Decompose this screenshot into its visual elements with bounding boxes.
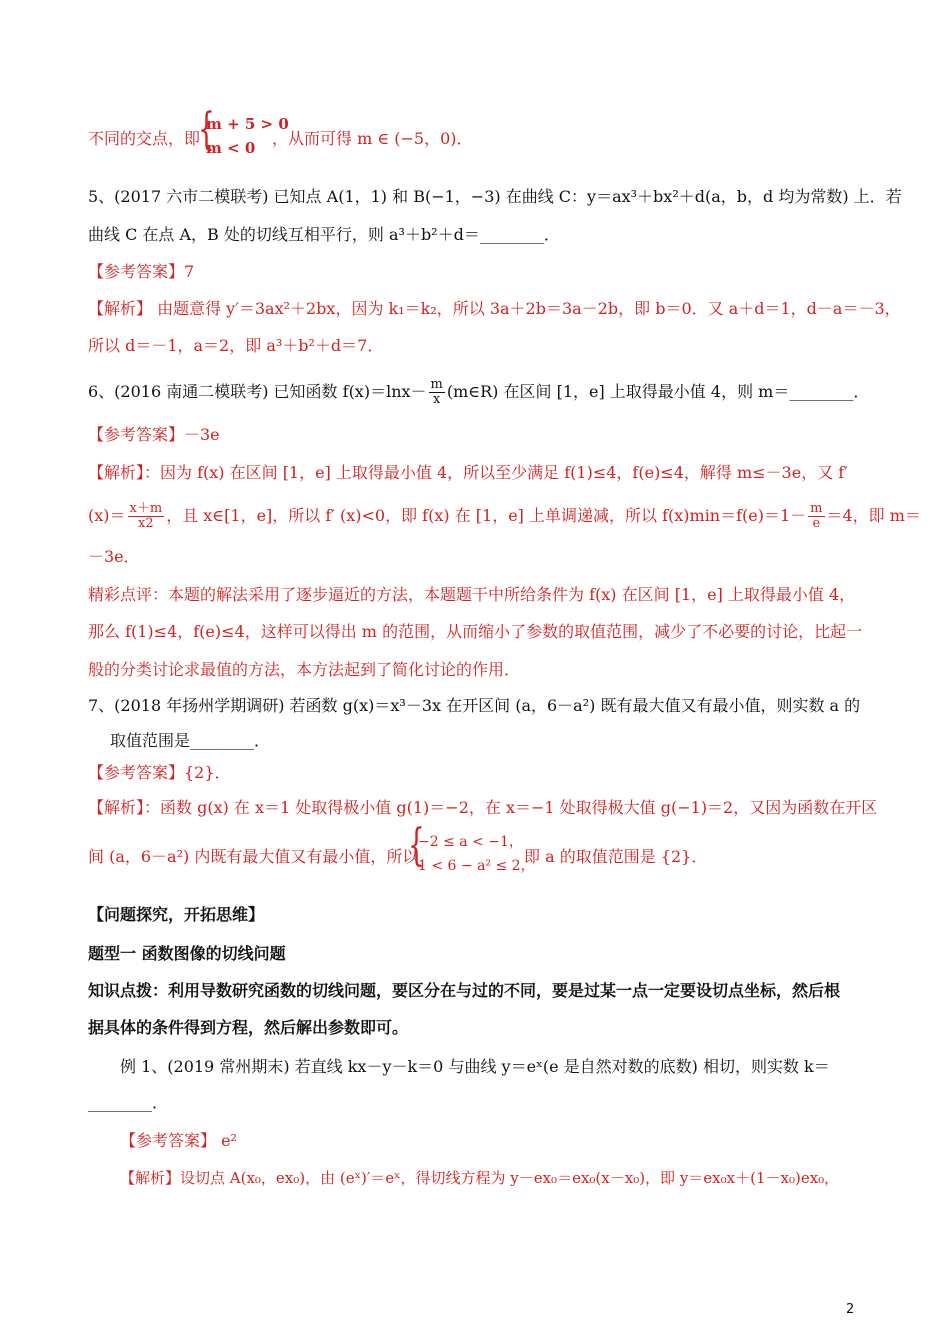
q6-stem-part: 6、(2016 南通二模联考) 已知函数 f(x)＝lnx－ xyxy=(88,382,427,401)
page-number: 2 xyxy=(846,1302,855,1317)
text: ＝4，即 m＝ xyxy=(826,506,921,525)
system-row: m + 5 > 0 xyxy=(206,115,289,133)
q7-analysis-line1: 【解析】：函数 g(x) 在 x＝1 处取得极小值 g(1)＝−2，在 x＝−1 处取得极大值 g(−1)＝2，又因为函数在开区 xyxy=(88,798,878,817)
fraction-denominator: x2 xyxy=(138,516,154,531)
q5-stem-line1: 5、(2017 六市二模联考) 已知点 A(1，1) 和 B(−1，−3) 在曲线 C：y＝ax³＋bx²＋d(a，b，d 均为常数) 上．若 xyxy=(88,187,902,206)
fraction-denominator: e xyxy=(812,516,821,531)
q7-analysis-line2b: 即 a 的取值范围是 {2}． xyxy=(524,847,708,866)
q6-stem-part: (m∈R) 在区间 [1，e] 上取得最小值 4，则 m＝________． xyxy=(446,382,870,401)
type-heading: 题型一 函数图像的切线问题 xyxy=(88,944,286,963)
ex1-analysis-line1: 【解析】设切点 A(x₀，ex₀)，由 (eˣ)′＝eˣ，得切线方程为 y－ex₀＝ex₀(x－x₀)，即 y＝ex₀x＋(1－x₀)ex₀， xyxy=(120,1169,840,1187)
q7-stem-line2: 取值范围是________． xyxy=(110,731,271,750)
q6-stem xyxy=(88,378,869,407)
q7-stem-line1: 7、(2018 年扬州学期调研) 若函数 g(x)＝x³－3x 在开区间 (a，6－a²) 既有最大值又有最小值，则实数 a 的 xyxy=(88,696,861,715)
q5-analysis-line1: 【解析】 由题意得 y′＝3ax²＋2bx，因为 k₁＝k₂，所以 3a＋2b＝3a－2b，即 b＝0．又 a＋d＝1，d－a＝－3， xyxy=(88,299,901,318)
system-row: m < 0 xyxy=(206,139,256,157)
tip-line2: 据具体的条件得到方程，然后解出参数即可。 xyxy=(88,1018,409,1037)
fraction-numerator: x＋m xyxy=(129,501,163,516)
q5-answer: 【参考答案】7 xyxy=(88,262,195,281)
system-row: 1 < 6 − a² ≤ 2， xyxy=(418,858,535,874)
ex1-answer: 【参考答案】 e² xyxy=(120,1131,237,1150)
q6-comment-line3: 般的分类讨论求最值的方法，本方法起到了简化讨论的作用． xyxy=(88,660,521,679)
q6-analysis-line3: －3e． xyxy=(88,547,140,566)
system-row: −2 ≤ a < −1， xyxy=(418,834,523,850)
tip-line1: 知识点拨：利用导数研究函数的切线问题，要区分在与过的不同，要是过某一点一定要设切点坐标，然后根 xyxy=(88,981,841,1000)
q7-system xyxy=(418,830,535,878)
fraction xyxy=(808,502,824,531)
q6-answer: 【参考答案】－3e xyxy=(88,425,220,444)
top-suffix: ，从而可得 m ∈ (−5，0)． xyxy=(272,129,473,148)
fraction-denominator: x xyxy=(433,392,441,407)
section-heading: 【问题探究，开拓思维】 xyxy=(88,905,265,924)
q6-analysis-line1: 【解析】：因为 f(x) 在区间 [1，e] 上取得最小值 4，所以至少满足 f(1)≤4，f(e)≤4，解得 m≤－3e，又 f′ xyxy=(88,463,848,482)
q7-answer: 【参考答案】{2}． xyxy=(88,763,231,782)
fraction xyxy=(128,502,165,531)
system-brace: { xyxy=(198,104,215,155)
q5-stem-line2: 曲线 C 在点 A，B 处的切线互相平行，则 a³＋b²＋d＝________． xyxy=(88,225,560,244)
fraction xyxy=(429,378,445,407)
text: ，且 x∈[1，e]，所以 f′ (x)<0，即 f(x) 在 [1，e] 上单调递减，所以 f(x)min＝f(e)＝1－ xyxy=(166,506,807,525)
fraction-numerator: m xyxy=(810,501,823,516)
top-prefix: 不同的交点，即 xyxy=(88,129,201,148)
text: (x)＝ xyxy=(88,506,126,525)
ex1-stem-line1: 例 1、(2019 常州期末) 若直线 kx－y－k＝0 与曲线 y＝eˣ(e 是自然对数的底数) 相切，则实数 k＝ xyxy=(120,1057,830,1076)
q6-analysis-line2 xyxy=(88,502,921,531)
q6-comment-line1: 精彩点评：本题的解法采用了逐步逼近的方法，本题题干中所给条件为 f(x) 在区间 [1，e] 上取得最小值 4， xyxy=(88,585,856,604)
q7-analysis-line2a: 间 (a，6－a²) 内既有最大值又有最小值，所以 xyxy=(88,847,419,866)
fraction-numerator: m xyxy=(430,377,443,392)
ex1-stem-line2: ________． xyxy=(88,1093,169,1112)
q6-comment-line2: 那么 f(1)≤4，f(e)≤4，这样可以得出 m 的范围，从而缩小了参数的取值范围，减少了不必要的讨论，比起一 xyxy=(88,622,863,641)
system-brace: { xyxy=(408,820,425,871)
q5-analysis-line2: 所以 d＝－1，a＝2，即 a³＋b²＋d＝7． xyxy=(88,336,384,355)
